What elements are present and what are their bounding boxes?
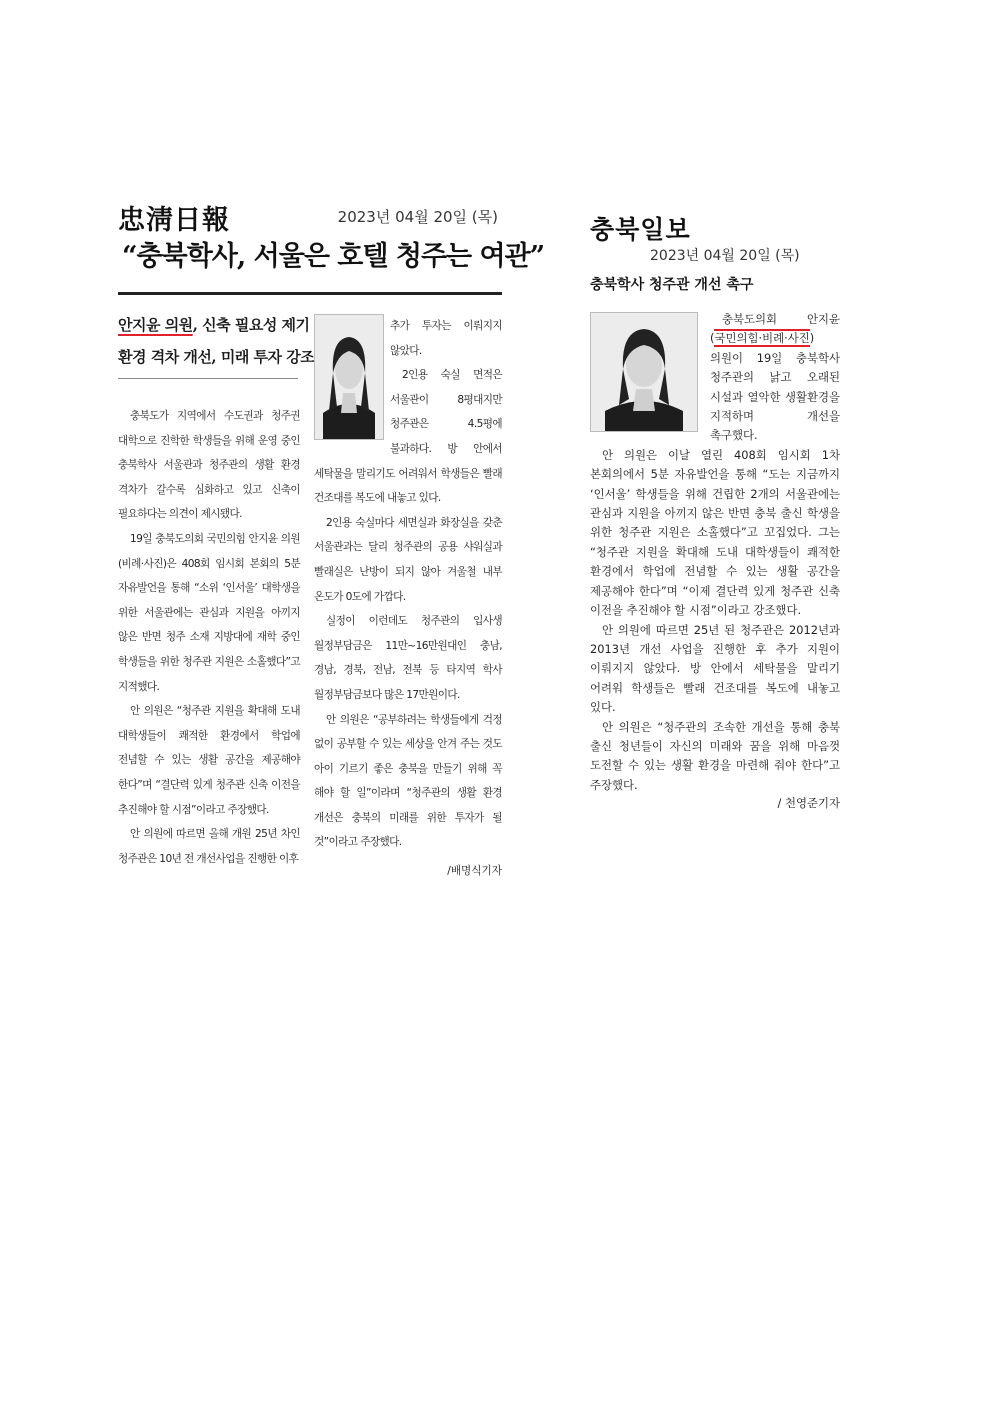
- lead-text-before: 충북도의회 안지윤(: [710, 312, 840, 346]
- portrait-image: [591, 313, 697, 431]
- article-column-1: [118, 404, 300, 871]
- article-body: [590, 310, 840, 811]
- portrait-image: [315, 315, 383, 439]
- article-headline: “충북학사, 서울은 호텔 청주는 여관”: [122, 241, 545, 272]
- lead-text-after: ) 의원이 19일 충북학사 청주관의 낡고 오래된 시설과 열악한 생활환경을 지적하며 개선을 촉구했다.: [710, 331, 840, 443]
- highlighted-affiliation: 국민의힘·비례·사진: [714, 331, 810, 346]
- chungcheong-ilbo-clipping: [118, 198, 545, 878]
- paragraph: 안 의원은 “청주관의 조속한 개선을 통해 충북 출신 청년들이 자신의 미래와 꿈을 위해 마음껏 도전할 수 있는 생활 환경을 마련해 줘야 한다”고 주장했다.: [590, 719, 840, 792]
- masthead-chungcheong-ilbo: 忠淸日報: [118, 205, 230, 236]
- chungbuk-ilbo-clipping: [590, 210, 842, 870]
- paragraph: 안 의원은 “공부하려는 학생들에게 걱정 없이 공부할 수 있는 세상을 안겨 주는 것도 아이 기르기 좋은 충북을 만들기 위해 꼭 해야 할 일”이라며 “청주관의 생활 환경 개선은 충북의 미래를 위한 투자가 될 것”이라고 주장했다.: [314, 713, 502, 849]
- paragraph: 안 의원은 이날 열린 408회 임시회 1차 본회의에서 5분 자유발언을 통해 “도는 지금까지 ‘인서울’ 학생들을 위해 건립한 2개의 서울관에는 관심과 지원을 아끼지 않은 반면 충북 출신 학생을 위한 청주관 지원은 소홀했다”고 꼬집었다. 그는 “청주관 지원을 확대해 도내 대학생들이 쾌적한 환경에서 학업에 전념할 수 있는 생활 공간을 제공해야 한다”며 “이제 결단력 있게 청주관 신축 이전을 추진해야 할 시점”이라고 강조했다.: [590, 447, 840, 618]
- paragraph: 19일 충북도의회 국민의힘 안지윤 의원(비례·사진)은 408회 임시회 본회의 5분 자유발언을 통해 “소위 ‘인서울’ 대학생을 위한 서울관에는 관심과 지원을 아끼지 않은 반면 청주 소재 지방대에 재학 중인 학생들을 위한 청주관 지원은 소홀했다”고 지적했다.: [118, 532, 300, 693]
- paragraph: 안 의원은 “청주관 지원을 확대해 도내 대학생들이 쾌적한 환경에서 학업에 전념할 수 있는 생활 공간을 제공해야 한다”며 “결단력 있게 청주관 신축 이전을 추진해야 할 시점”이라고 주장했다.: [118, 705, 300, 816]
- subhead-divider: [118, 378, 298, 379]
- subheadline-1-rest: , 신축 필요성 제기: [192, 316, 310, 334]
- publication-date: 2023년 04월 20일 (목): [337, 208, 498, 226]
- paragraph: 충북도가 지역에서 수도권과 청주권 대학으로 진학한 학생들을 위해 운영 중인 충북학사 서울관과 청주관의 생활 환경 격차가 갈수록 심화하고 있고 신축이 필요하다는 의견이 제시됐다.: [118, 410, 300, 521]
- reporter-byline: / 천영준기자: [777, 796, 840, 811]
- paragraph: 2인용 숙실 면적은 서울관이 8평대지만 청주관은 4.5평에 불과하다. 방 안에서 세탁물을 말리기도 어려워서 학생들은 빨래 건조대를 복도에 내놓고 있다.: [314, 369, 502, 505]
- highlighted-name: 안지윤 의원: [118, 316, 193, 334]
- paragraph: 추가 투자는 이뤄지지 않았다.: [390, 320, 502, 357]
- paragraph: 2인용 숙실마다 세면실과 화장실을 갖춘 서울관과는 달리 청주관의 공용 샤워실과 빨래실은 난방이 되지 않아 겨울철 내부 온도가 0도에 가깝다.: [314, 516, 502, 603]
- paragraph: 안 의원에 따르면 올해 개원 25년 차인 청주관은 10년 전 개선사업을 진행한 이후: [118, 828, 300, 865]
- publication-date: 2023년 04월 20일 (목): [650, 248, 800, 264]
- paragraph: 안 의원에 따르면 25년 된 청주관은 2012년과 2013년 개선 사업을 진행한 후 추가 지원이 이뤄지지 않았다. 방 안에서 세탁물을 말리기 어려워 학생들은 빨래 건조대를 복도에 내놓고 있다.: [590, 622, 840, 715]
- councilor-photo: [314, 314, 384, 440]
- article-column-2: [314, 314, 502, 878]
- masthead-chungbuk-ilbo: 충북일보: [590, 215, 691, 244]
- councilor-photo: [590, 312, 698, 432]
- paragraph: 실정이 이런데도 청주관의 입사생 월정부담금은 11만~16만원대인 충남, 경남, 경북, 전남, 전북 등 타지역 학사 월정부담금보다 많은 17만원이다.: [314, 615, 502, 701]
- article-headline: 충북학사 청주관 개선 촉구: [590, 277, 754, 293]
- subheadline-1: [118, 314, 310, 335]
- subheadline-2: 환경 격차 개선, 미래 투자 강조: [118, 348, 315, 366]
- headline-divider: [118, 292, 502, 295]
- reporter-byline: /배명식기자: [447, 865, 502, 878]
